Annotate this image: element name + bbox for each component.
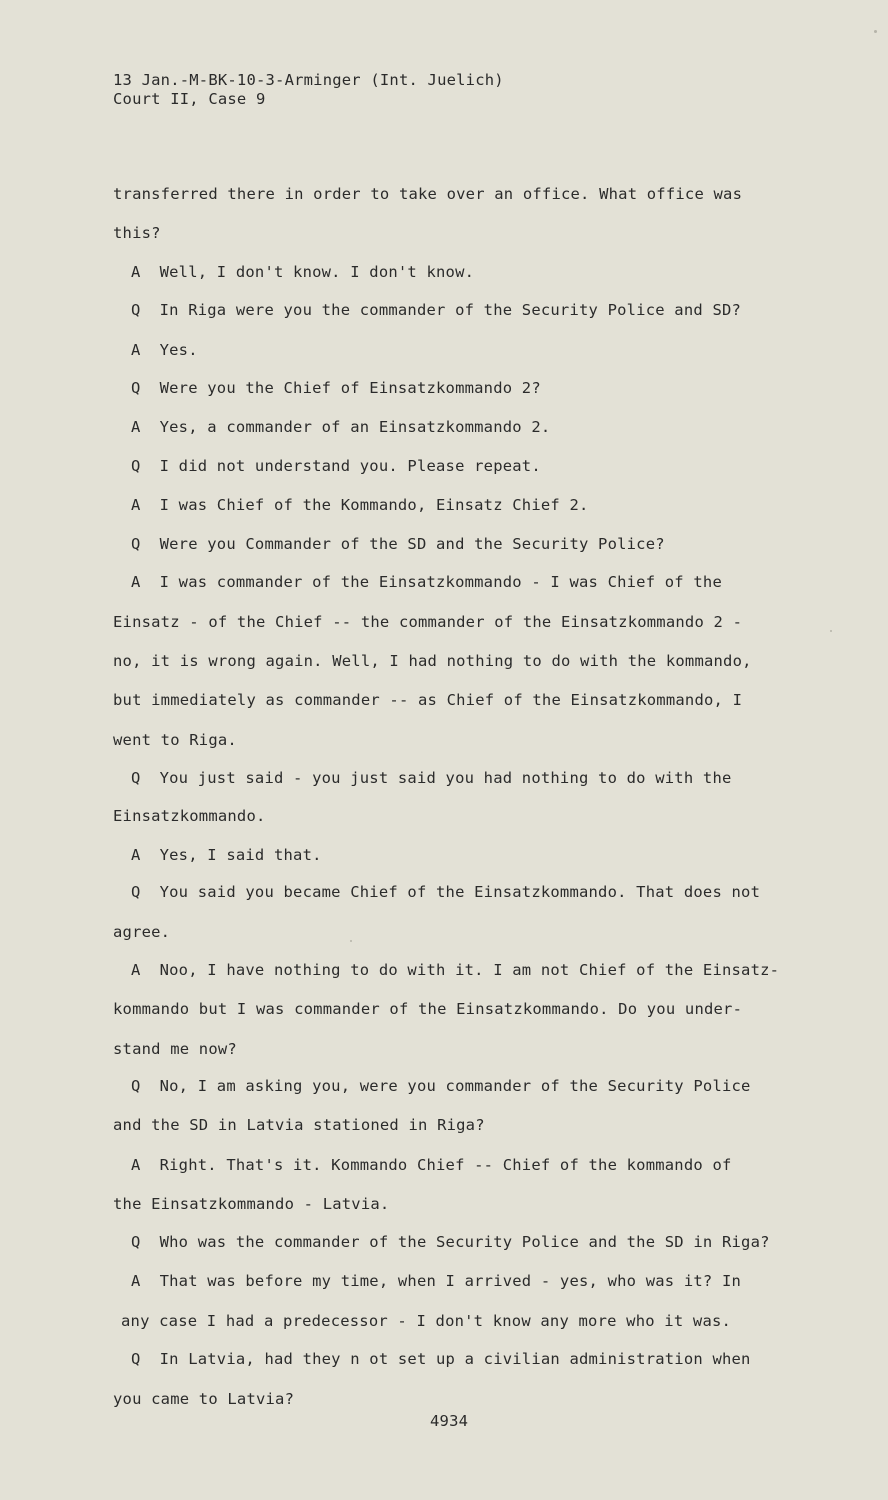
text-line: A Noo, I have nothing to do with it. I am not Chief of the Einsatz- (131, 961, 780, 979)
text-line: Q I did not understand you. Please repeat. (131, 457, 541, 475)
text-line: Q Were you the Chief of Einsatzkommando 2? (131, 379, 541, 397)
text-line: Q No, I am asking you, were you commander of the Security Police (131, 1077, 751, 1095)
text-line: Einsatzkommando. (113, 807, 266, 825)
text-line: A Yes. (131, 341, 198, 359)
header-docket: 13 Jan.-M-BK-10-3-Arminger (Int. Juelich) (113, 71, 504, 89)
text-line: A Yes, a commander of an Einsatzkommando 2. (131, 418, 551, 436)
text-line: Einsatz - of the Chief -- the commander of the Einsatzkommando 2 - (113, 613, 743, 631)
text-line: Q In Riga were you the commander of the Security Police and SD? (131, 301, 742, 319)
paper-speck (874, 30, 877, 33)
text-line: agree. (113, 923, 171, 941)
text-line: Q In Latvia, had they n ot set up a civilian administration when (131, 1350, 751, 1368)
text-line: A I was Chief of the Kommando, Einsatz Chief 2. (131, 496, 589, 514)
text-line: A Well, I don't know. I don't know. (131, 263, 475, 281)
text-line: A Yes, I said that. (131, 846, 322, 864)
text-line: this? (113, 224, 161, 242)
text-line: no, it is wrong again. Well, I had nothing to do with the kommando, (113, 652, 752, 670)
text-line: but immediately as commander -- as Chief of the Einsatzkommando, I (113, 691, 743, 709)
text-line: transferred there in order to take over an office. What office was (113, 185, 743, 203)
text-line: A That was before my time, when I arrived - yes, who was it? In (131, 1272, 742, 1290)
text-line: the Einsatzkommando - Latvia. (113, 1195, 390, 1213)
header-court: Court II, Case 9 (113, 90, 266, 108)
text-line: A Right. That's it. Kommando Chief -- Chief of the kommando of (131, 1156, 732, 1174)
text-line: you came to Latvia? (113, 1390, 295, 1408)
text-line: A I was commander of the Einsatzkommando - I was Chief of the (131, 573, 722, 591)
text-line: Q Who was the commander of the Security Police and the SD in Riga? (131, 1233, 770, 1251)
paper-speck (830, 630, 832, 632)
text-line: Q Were you Commander of the SD and the Security Police? (131, 535, 665, 553)
text-line: went to Riga. (113, 731, 237, 749)
paper-speck (350, 940, 352, 942)
text-line: kommando but I was commander of the Einsatzkommando. Do you under- (113, 1000, 743, 1018)
page-number: 4934 (430, 1412, 469, 1430)
text-line: Q You just said - you just said you had nothing to do with the (131, 769, 732, 787)
text-line: Q You said you became Chief of the Einsatzkommando. That does not (131, 883, 761, 901)
text-line: and the SD in Latvia stationed in Riga? (113, 1116, 485, 1134)
text-line: any case I had a predecessor - I don't know any more who it was. (121, 1312, 732, 1330)
text-line: stand me now? (113, 1040, 237, 1058)
